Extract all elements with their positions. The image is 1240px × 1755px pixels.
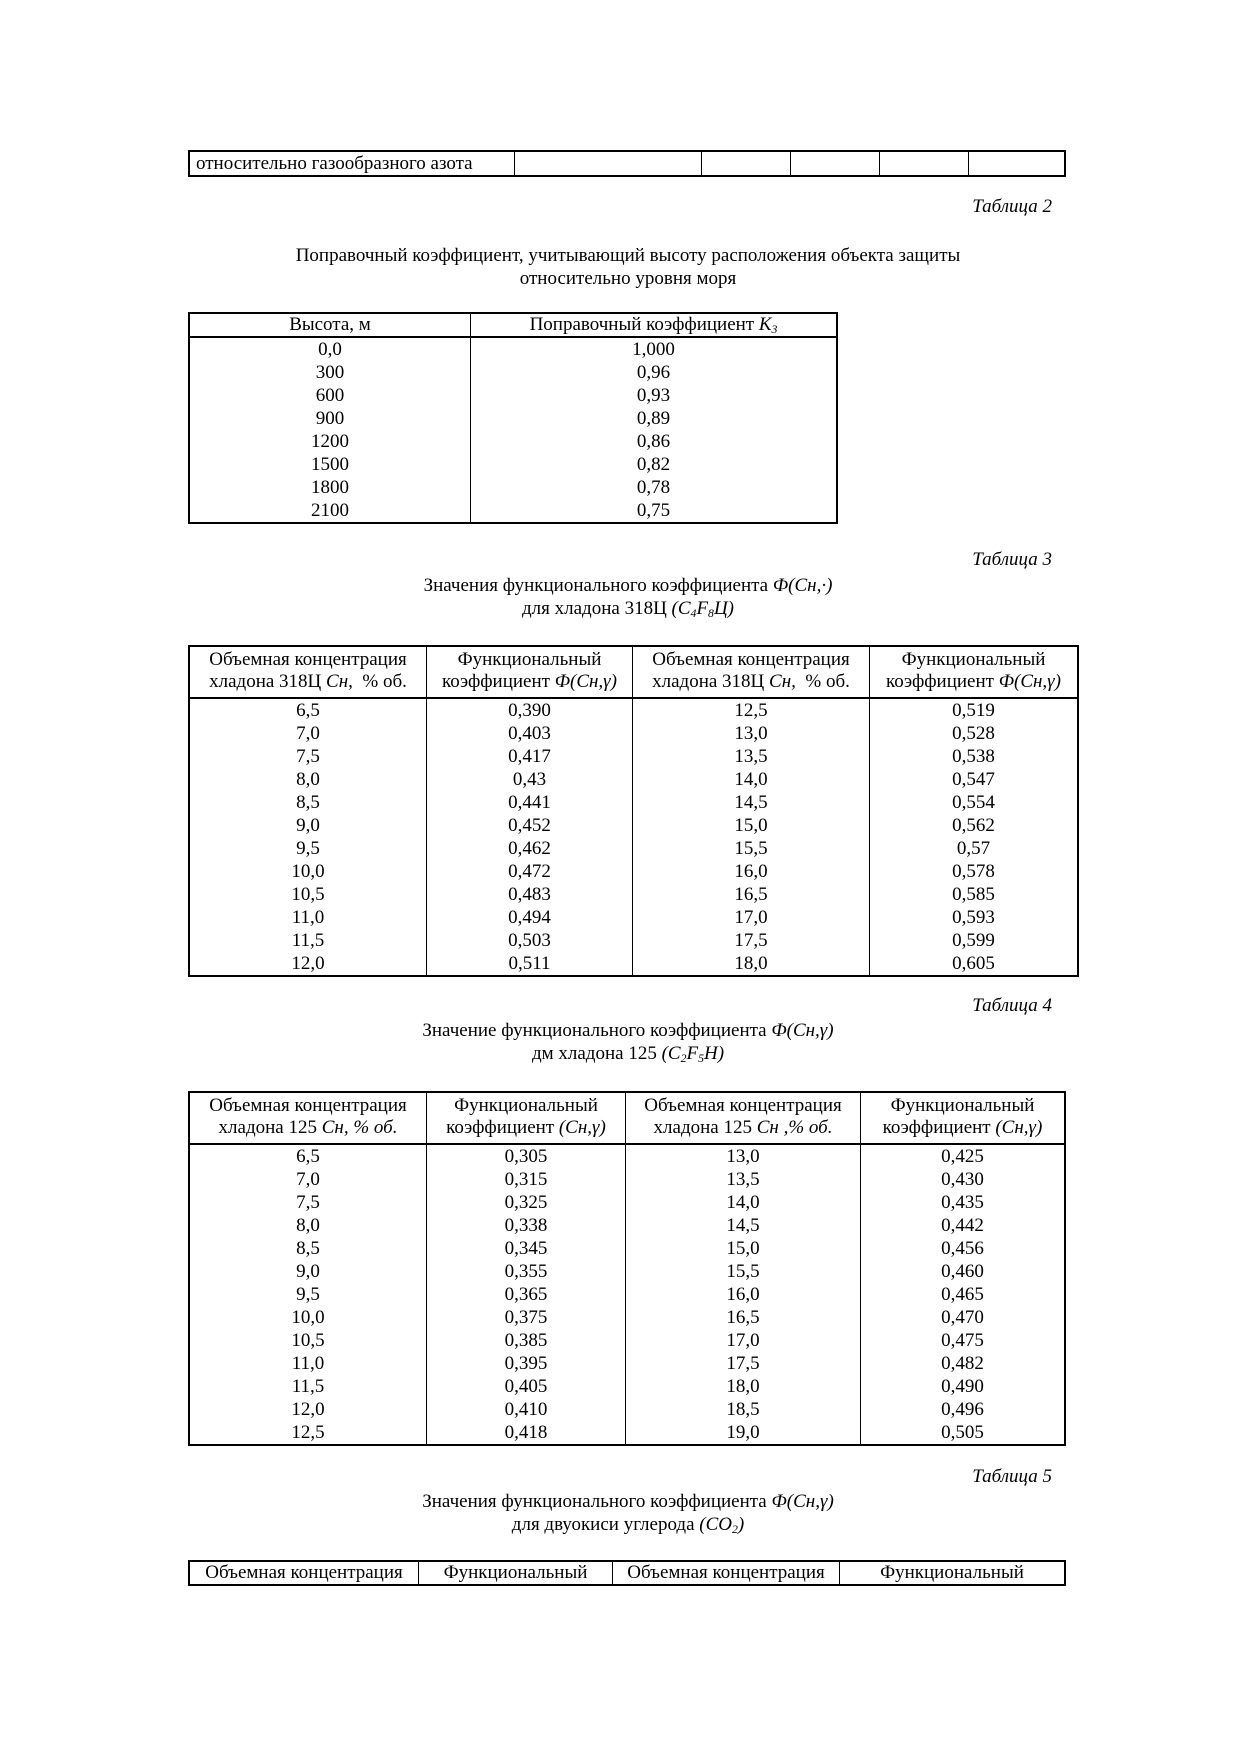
table-cell: 0,490 [861, 1375, 1066, 1398]
table4-header-concentration [189, 1092, 427, 1144]
table5-title-line1 [188, 1490, 1068, 1513]
table-cell: 0,365 [427, 1283, 626, 1306]
table-cell: 0,470 [861, 1306, 1066, 1329]
table-row [189, 722, 1078, 745]
header-line [637, 671, 865, 693]
table-cell: 7,0 [296, 1169, 320, 1190]
table-cell: 8,5 [296, 1238, 320, 1259]
table-row [189, 698, 1078, 722]
table-cell: 9,5 [296, 1284, 320, 1305]
header-line: Объемная концентрация [652, 649, 850, 670]
table-cell: 11,0 [291, 907, 325, 928]
table-row [189, 837, 1078, 860]
header-line: Функциональный [890, 1095, 1035, 1116]
table-cell: 14,5 [626, 1214, 861, 1237]
table-cell: 0,496 [861, 1398, 1066, 1421]
header-text: % об. [352, 671, 407, 692]
title-formula: $(C_2F_5H)$ [661, 1043, 725, 1065]
title-text: Значение функционального коэффициента [422, 1020, 772, 1041]
table5-label: Таблица 5 [972, 1466, 1052, 1487]
table5-header-concentration: Объемная концентрация [205, 1562, 403, 1583]
header-line [630, 1117, 856, 1139]
table-cell: 0,519 [870, 698, 1079, 722]
empty-cell [702, 151, 791, 176]
table-row [189, 906, 1078, 929]
header-line: Функциональный [454, 1095, 598, 1116]
table-cell: 10,5 [291, 884, 325, 905]
table-cell: 0,452 [427, 814, 633, 837]
table-cell: 0,57 [870, 837, 1079, 860]
table-cell: 16,5 [626, 1306, 861, 1329]
subscript: 3 [771, 322, 778, 336]
empty-cell [969, 151, 1066, 176]
table4-header-concentration-2 [626, 1092, 861, 1144]
table-row [189, 430, 837, 453]
table-cell: 13,5 [633, 745, 870, 768]
table-cell: 0,0 [318, 339, 342, 360]
table-cell: 7,0 [296, 723, 320, 744]
empty-cell [515, 151, 702, 176]
title-function: Ф(Сн,γ) [771, 1020, 834, 1041]
table-cell: 0,435 [861, 1191, 1066, 1214]
table-cell: 0,562 [870, 814, 1079, 837]
table-cell: 0,345 [427, 1237, 626, 1260]
table-row [189, 453, 837, 476]
header-function: Ф(Сн,γ) [554, 671, 617, 692]
table-cell: 15,0 [633, 814, 870, 837]
header-variable: Сн ,% об. [756, 1117, 833, 1138]
table-cell: 0,325 [427, 1191, 626, 1214]
title-text: дм хладона 125 [531, 1043, 662, 1064]
table-cell: 0,385 [427, 1329, 626, 1352]
table4-title-line1 [188, 1019, 1068, 1042]
header-text: хладона 318Ц [209, 671, 327, 692]
table-row [189, 1375, 1065, 1398]
table-cell: 0,462 [427, 837, 633, 860]
table-row [189, 407, 837, 430]
title-formula: $(CO_2)$ [699, 1514, 745, 1536]
table-row [189, 1352, 1065, 1375]
table5-title [188, 1490, 1068, 1536]
table-cell: 0,338 [427, 1214, 626, 1237]
table-cell: 15,5 [626, 1260, 861, 1283]
table-cell: 0,425 [861, 1144, 1066, 1168]
table-row [189, 499, 837, 523]
header-function: (Сн,γ) [995, 1117, 1043, 1138]
table2-body [189, 337, 837, 523]
table4 [188, 1091, 1066, 1446]
table-cell: 0,417 [427, 745, 633, 768]
title-function: Ф(Сн,·) [772, 575, 833, 596]
table-cell: 0,483 [427, 883, 633, 906]
table-cell: 0,403 [427, 722, 633, 745]
table-cell: 0,96 [471, 361, 838, 384]
table-cell: 9,0 [296, 1261, 320, 1282]
table-cell: 14,0 [633, 768, 870, 791]
table-cell: 0,82 [471, 453, 838, 476]
header-text: коэффициент [886, 671, 999, 692]
table-cell: 12,0 [291, 1399, 325, 1420]
header-variable: Сн, % об. [321, 1117, 398, 1138]
title-text: Значения функционального коэффициента [422, 1491, 772, 1512]
title-function: Ф(Сн,γ) [771, 1491, 834, 1512]
header-text: хладона 125 [653, 1117, 757, 1138]
table2-header-coefficient [471, 313, 838, 337]
variable-k: K [758, 314, 772, 335]
table-row [189, 1144, 1065, 1168]
title-text: для двуокиси углерода [511, 1514, 700, 1535]
table-cell: 13,0 [633, 722, 870, 745]
header-line [194, 1117, 422, 1139]
table4-title-line2 [188, 1042, 1068, 1065]
table-cell: 0,410 [427, 1398, 626, 1421]
table3 [188, 645, 1079, 977]
table-cell: 0,93 [471, 384, 838, 407]
table-cell: 0,43 [427, 768, 633, 791]
table-cell: 16,0 [626, 1283, 861, 1306]
table-cell: 16,0 [633, 860, 870, 883]
header-variable: Сн, [326, 671, 353, 692]
table-cell: 11,0 [291, 1353, 325, 1374]
table-row [189, 1168, 1065, 1191]
table2 [188, 312, 838, 524]
table-cell: 15,5 [633, 837, 870, 860]
table3-header-concentration-2 [633, 646, 870, 698]
table3-header-function [427, 646, 633, 698]
table-cell: 15,0 [626, 1237, 861, 1260]
table-row [189, 860, 1078, 883]
empty-cell [880, 151, 969, 176]
table-cell: 13,0 [626, 1144, 861, 1168]
table-cell: 7,5 [296, 746, 320, 767]
header-text: % об. [795, 671, 850, 692]
table-row [189, 1214, 1065, 1237]
table4-header-function [427, 1092, 626, 1144]
title-text: для хладона 318Ц [522, 598, 672, 619]
table-cell: 9,0 [296, 815, 320, 836]
table-cell: 7,5 [296, 1192, 320, 1213]
table-cell: 0,75 [471, 499, 838, 523]
table-row [189, 1329, 1065, 1352]
table-row [189, 1283, 1065, 1306]
table4-body [189, 1144, 1065, 1445]
table-cell: 0,89 [471, 407, 838, 430]
table-cell: 0,405 [427, 1375, 626, 1398]
header-line: Объемная концентрация [209, 1095, 407, 1116]
table-cell: 0,494 [427, 906, 633, 929]
table-row [189, 791, 1078, 814]
table-cell: 6,5 [296, 700, 320, 721]
table3-label: Таблица 3 [972, 549, 1052, 570]
table2-header-height: Высота, м [189, 313, 471, 337]
table2-title-line1: Поправочный коэффициент, учитывающий высоту расположения объекта защиты [295, 245, 961, 266]
table-row [189, 1191, 1065, 1214]
table-cell: 17,5 [626, 1352, 861, 1375]
header-text: Поправочный коэффициент [529, 314, 759, 335]
table-row [189, 1306, 1065, 1329]
table-row [189, 1237, 1065, 1260]
table5-title-line2 [188, 1513, 1068, 1536]
table-cell: 0,605 [870, 952, 1079, 976]
header-variable: Сн, [769, 671, 796, 692]
table-cell: 0,305 [427, 1144, 626, 1168]
header-text: коэффициент [446, 1117, 559, 1138]
table-row [189, 1398, 1065, 1421]
table-cell: 0,460 [861, 1260, 1066, 1283]
header-line: Объемная концентрация [209, 649, 407, 670]
header-line [874, 671, 1073, 693]
table-cell: 0,430 [861, 1168, 1066, 1191]
table-row [189, 768, 1078, 791]
table-cell: 900 [315, 408, 345, 429]
table-cell: 0,578 [870, 860, 1079, 883]
header-line [431, 1117, 621, 1139]
header-text: коэффициент [882, 1117, 996, 1138]
table5-header-function: Функциональный [419, 1561, 613, 1585]
table2-label: Таблица 2 [972, 196, 1052, 217]
table4-label: Таблица 4 [972, 995, 1052, 1016]
table3-title [188, 574, 1068, 620]
table-row [189, 361, 837, 384]
table-cell: 0,375 [427, 1306, 626, 1329]
header-line: Функциональный [457, 649, 602, 670]
table-cell: 1500 [311, 454, 349, 475]
table-row [189, 929, 1078, 952]
header-line [865, 1117, 1060, 1139]
table-cell: 0,503 [427, 929, 633, 952]
table-cell: 0,482 [861, 1352, 1066, 1375]
table-cell: 8,0 [296, 769, 320, 790]
table-cell: 18,0 [626, 1375, 861, 1398]
title-text: Значения функционального коэффициента [423, 575, 773, 596]
table-cell: 0,355 [427, 1260, 626, 1283]
table5-header-function-2: Функциональный [840, 1561, 1066, 1585]
table-cell: 0,547 [870, 768, 1079, 791]
table-cell: 0,511 [427, 952, 633, 976]
table-cell: 0,472 [427, 860, 633, 883]
table-cell: 12,5 [291, 1422, 325, 1443]
table4-title [188, 1019, 1068, 1065]
table3-header-function-2 [870, 646, 1079, 698]
table-cell: 14,5 [633, 791, 870, 814]
table-cell: 0,554 [870, 791, 1079, 814]
header-line: Объемная концентрация [644, 1095, 842, 1116]
table-cell: 16,5 [633, 883, 870, 906]
table-cell: 10,0 [291, 1307, 325, 1328]
header-function: Ф(Сн,γ) [998, 671, 1061, 692]
table-cell: 9,5 [296, 838, 320, 859]
table-row [189, 337, 837, 361]
table-cell: 0,395 [427, 1352, 626, 1375]
table-cell: 10,0 [291, 861, 325, 882]
table-cell: 0,505 [861, 1421, 1066, 1445]
table-cell: 0,528 [870, 722, 1079, 745]
title-formula: $(C_4F_8Ц)$ [671, 598, 734, 620]
table-row [189, 883, 1078, 906]
table-cell: 11,5 [291, 1376, 325, 1397]
table-cell: 0,78 [471, 476, 838, 499]
table2-title-line2: относительно уровня моря [519, 268, 737, 289]
table-row [189, 476, 837, 499]
table-cell: 0,315 [427, 1168, 626, 1191]
table-cell: 0,456 [861, 1237, 1066, 1260]
table-cell: 17,0 [626, 1329, 861, 1352]
continuation-table [188, 150, 1066, 177]
table-cell: 0,86 [471, 430, 838, 453]
table-cell: 0,538 [870, 745, 1079, 768]
table-cell: 17,0 [633, 906, 870, 929]
empty-cell [791, 151, 880, 176]
table-cell: 10,5 [291, 1330, 325, 1351]
table-row [189, 745, 1078, 768]
table3-title-line1 [188, 574, 1068, 597]
table-cell: 8,0 [296, 1215, 320, 1236]
table-cell: 0,593 [870, 906, 1079, 929]
table-row [189, 952, 1078, 976]
table-cell: 1800 [311, 477, 349, 498]
table5-header-concentration-2: Объемная концентрация [613, 1561, 840, 1585]
table-cell: 0,441 [427, 791, 633, 814]
header-text: хладона 318Ц [652, 671, 770, 692]
table3-body [189, 698, 1078, 976]
table-cell: 19,0 [626, 1421, 861, 1445]
table-cell: 600 [315, 385, 345, 406]
header-line [431, 671, 628, 693]
table-cell: 18,0 [633, 952, 870, 976]
table2-title [188, 244, 1068, 290]
table-cell: 0,442 [861, 1214, 1066, 1237]
table4-header-function-2 [861, 1092, 1066, 1144]
table-cell: 13,5 [626, 1168, 861, 1191]
table-cell: 0,599 [870, 929, 1079, 952]
header-function: (Сн,γ) [558, 1117, 606, 1138]
table-cell: 12,0 [291, 953, 325, 974]
table-cell: 0,585 [870, 883, 1079, 906]
table3-title-line2 [188, 597, 1068, 620]
table-cell: 300 [315, 362, 345, 383]
table-cell: 0,390 [427, 698, 633, 722]
table3-header-concentration [189, 646, 427, 698]
header-text: хладона 125 [218, 1117, 322, 1138]
table-row [189, 1260, 1065, 1283]
table-cell: 14,0 [626, 1191, 861, 1214]
table-row [189, 1421, 1065, 1445]
table-cell: 17,5 [633, 929, 870, 952]
header-line: Функциональный [901, 649, 1046, 670]
table-cell: 8,5 [296, 792, 320, 813]
table-cell: 1200 [311, 431, 349, 452]
continuation-label: относительно газообразного азота [196, 153, 473, 174]
table-cell: 18,5 [626, 1398, 861, 1421]
table-cell: 0,465 [861, 1283, 1066, 1306]
table-row [189, 384, 837, 407]
table-row [189, 814, 1078, 837]
table5 [188, 1560, 1066, 1586]
table-cell: 12,5 [633, 698, 870, 722]
table-cell: 0,418 [427, 1421, 626, 1445]
header-text: коэффициент [442, 671, 555, 692]
table-cell: 1,000 [471, 337, 838, 361]
table-cell: 2100 [311, 500, 349, 521]
table-cell: 11,5 [291, 930, 325, 951]
table-cell: 6,5 [296, 1146, 320, 1167]
header-line [194, 671, 422, 693]
table-cell: 0,475 [861, 1329, 1066, 1352]
